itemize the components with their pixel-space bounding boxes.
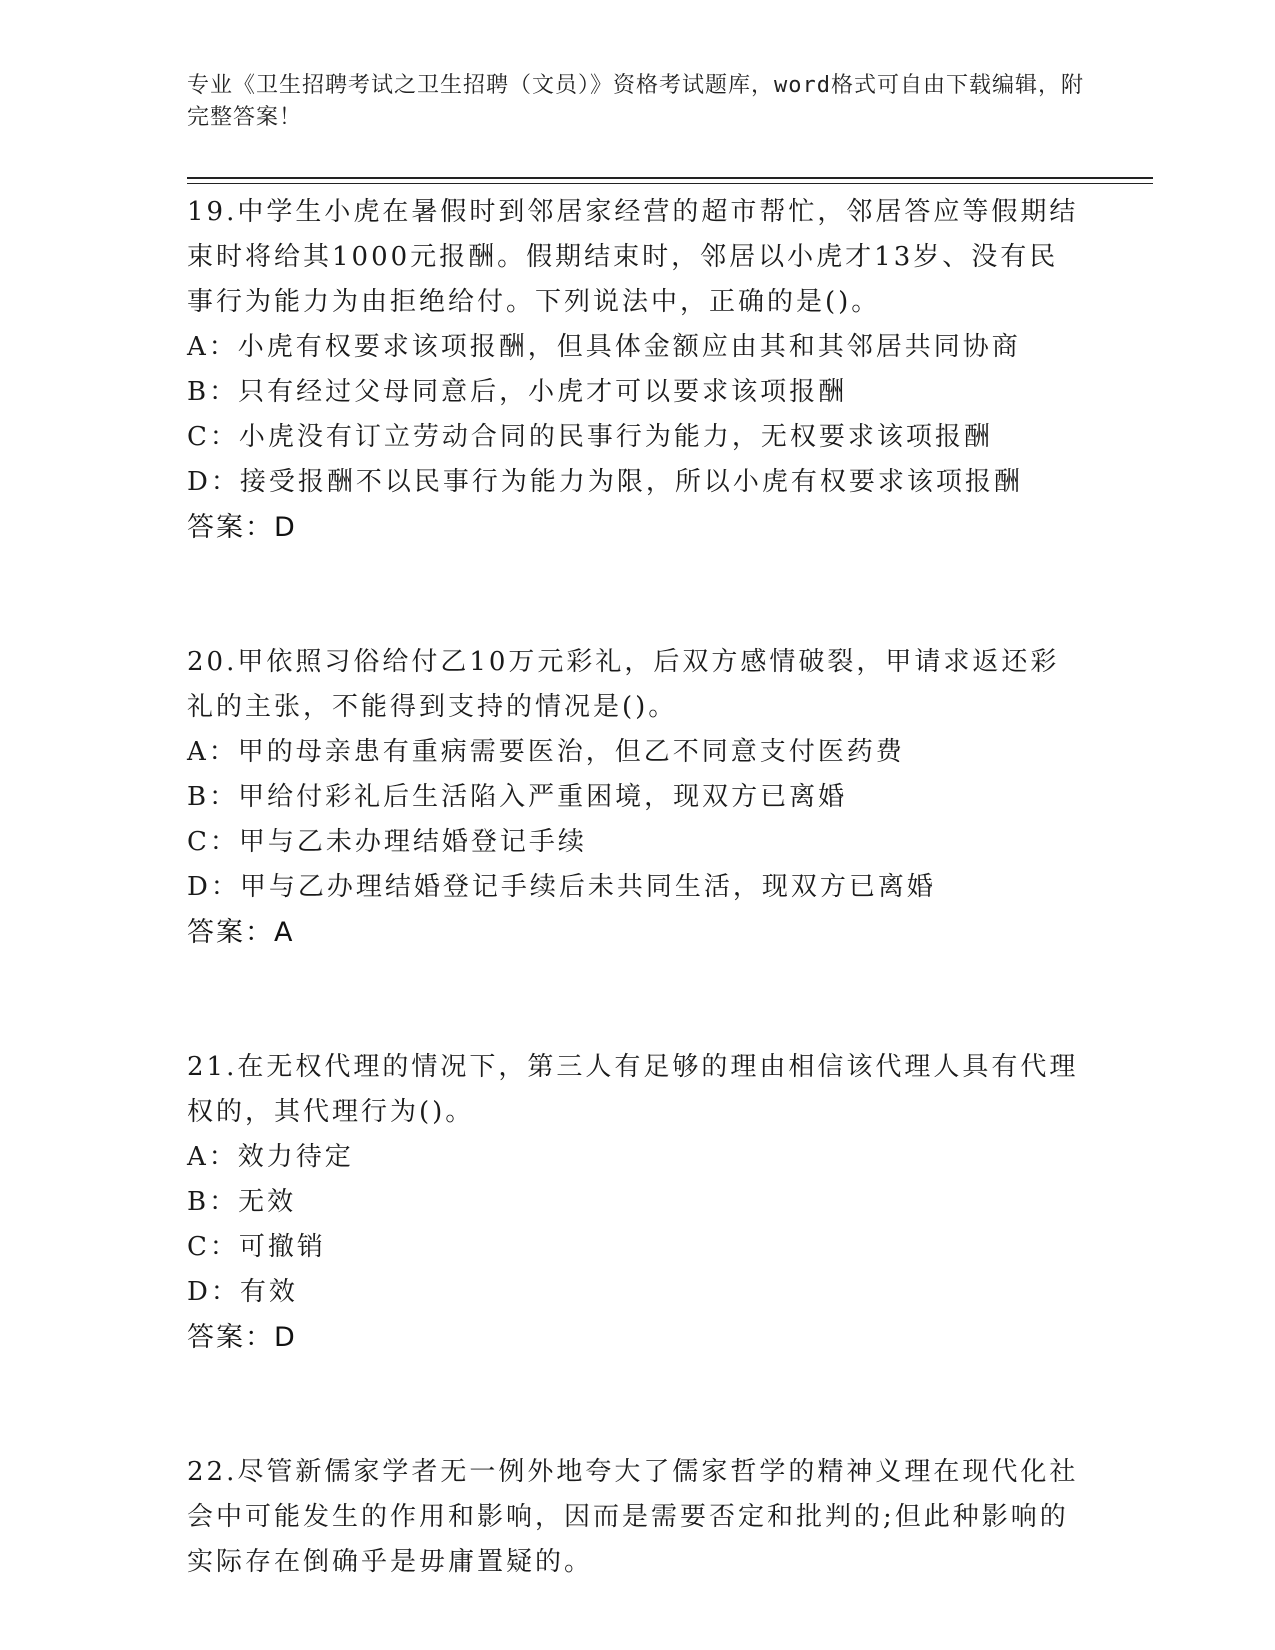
option-a: A：甲的母亲患有重病需要医治，但乙不同意支付医药费 xyxy=(187,737,905,767)
question-19 xyxy=(187,190,1087,550)
option-d: D：甲与乙办理结婚登记手续后未共同生活，现双方已离婚 xyxy=(187,872,936,902)
answer-label: 答案：A xyxy=(187,917,295,948)
option-a: A：小虎有权要求该项报酬，但具体金额应由其和其邻居共同协商 xyxy=(187,332,1021,362)
question-20 xyxy=(187,640,1087,955)
question-list xyxy=(187,190,1087,1585)
option-a: A：效力待定 xyxy=(187,1142,354,1172)
option-b: B：甲给付彩礼后生活陷入严重困境，现双方已离婚 xyxy=(187,782,848,812)
question-stem: 19.中学生小虎在暑假时到邻居家经营的超市帮忙，邻居答应等假期结束时将给其1000元报酬。假期结束时，邻居以小虎才13岁、没有民事行为能力为由拒绝给付。下列说法中，正确的是()。 xyxy=(187,197,1079,317)
question-stem: 21.在无权代理的情况下，第三人有足够的理由相信该代理人具有代理权的，其代理行为()。 xyxy=(187,1052,1079,1127)
question-21 xyxy=(187,1045,1087,1360)
question-stem: 22.尽管新儒家学者无一例外地夸大了儒家哲学的精神义理在现代化社会中可能发生的作用和影响，因而是需要否定和批判的;但此种影响的实际存在倒确乎是毋庸置疑的。 xyxy=(187,1457,1079,1577)
question-stem: 20.甲依照习俗给付乙10万元彩礼，后双方感情破裂，甲请求返还彩礼的主张，不能得到支持的情况是()。 xyxy=(187,647,1060,722)
option-d: D：接受报酬不以民事行为能力为限，所以小虎有权要求该项报酬 xyxy=(187,467,1023,497)
answer-label: 答案：D xyxy=(187,512,297,543)
answer-label: 答案：D xyxy=(187,1322,297,1353)
option-c: C：小虎没有订立劳动合同的民事行为能力，无权要求该项报酬 xyxy=(187,422,993,452)
option-c: C：甲与乙未办理结婚登记手续 xyxy=(187,827,587,857)
option-b: B：只有经过父母同意后，小虎才可以要求该项报酬 xyxy=(187,377,848,407)
header-divider-thin xyxy=(187,183,1153,184)
option-d: D：有效 xyxy=(187,1277,298,1307)
option-c: C：可撤销 xyxy=(187,1232,326,1262)
option-b: B：无效 xyxy=(187,1187,297,1217)
header-divider xyxy=(187,177,1153,179)
document-header: 专业《卫生招聘考试之卫生招聘（文员）》资格考试题库，word格式可自由下载编辑，附完整答案！ xyxy=(187,73,1084,130)
question-22 xyxy=(187,1450,1087,1585)
